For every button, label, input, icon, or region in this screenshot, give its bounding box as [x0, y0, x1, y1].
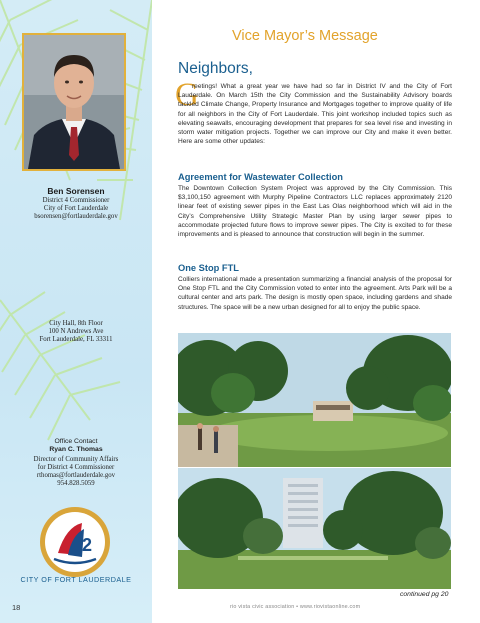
- address-line-3: Fort Lauderdale, FL 33311: [39, 336, 113, 343]
- section-body-one-stop-ftl: Colliers international made a presentation summarizing a financial analysis of the proposal for One Stop FTL and the City Commission voted to enter into the agreement. Arts Park will be a cultural center and arts park. The design is mostly open space, including gardens and shade structures. The space will be a new urban designed for all to enjoy the public space.: [178, 276, 452, 311]
- commissioner-name: Ben Sorensen: [47, 186, 105, 196]
- section-body-wastewater: The Downtown Collection System Project was approved by the City Commission. This $3,100,150 agreement with Murphy Pipeline Contractors LLC replaces approximately 2120 linear feet of existing sewer pipes in the East Las Olas neighborhood which will aid in the City’s Comprehensive Utility Strategic Master Plan by using larger sewer pipes to accommodate projected future flows to improve sewer pipes. The City is excited to for these improvements and is pleased to announce that construction will begin in the summer.: [178, 185, 452, 239]
- drop-cap: G: [175, 77, 199, 113]
- sidebar: [0, 0, 152, 623]
- continued-note: continued pg 20: [400, 591, 449, 598]
- svg-text:2: 2: [82, 535, 93, 555]
- city-seal-icon: [38, 505, 112, 579]
- arts-park-rendering-2: [178, 468, 451, 589]
- office-contact-role-2: for District 4 Commissioner: [37, 464, 115, 471]
- commissioner-title: District 4 Commissioner: [42, 197, 110, 204]
- commissioner-email-link[interactable]: bsorensen@fortlauderdale.gov: [34, 213, 118, 220]
- park-rendering-image-icon: [178, 468, 451, 589]
- intro-paragraph: reetings! What a great year we have had so far in District IV and the City of Fort Lauderdale. On March 15th the City Commission and the Sustainability Advisory boards tackled Climate Change, Property Insurance and Mortgages together to improve quality of life for all neighbors in the City of Fort Lauderdale. This joint workshop included topics such as elevating seawalls, encouraging development that prepares for sea level rise and investing in storm water mitigation projects. Together we can improve our City and make it even better. Here are some other updates:: [178, 83, 452, 146]
- salutation: Neighbors,: [178, 60, 253, 77]
- section-heading-one-stop-ftl: One Stop FTL: [178, 263, 239, 273]
- page-title: Vice Mayor’s Message: [232, 28, 378, 44]
- page-number: 18: [12, 603, 21, 612]
- address-line-1: City Hall, 8th Floor: [49, 320, 103, 327]
- office-contact-phone: 954.828.5059: [57, 480, 95, 487]
- footer-text: rio vista civic association • www.riovistaonline.com: [230, 604, 361, 610]
- office-contact-role-1: Director of Community Affairs: [33, 456, 119, 463]
- section-heading-wastewater: Agreement for Wastewater Collection: [178, 172, 343, 182]
- office-contact-email-link[interactable]: rthomas@fortlauderdale.gov: [36, 472, 116, 479]
- city-seal-caption: CITY OF FORT LAUDERDALE: [20, 575, 132, 584]
- office-contact-label: Office Contact: [54, 438, 98, 445]
- commissioner-portrait: [22, 33, 126, 171]
- office-contact-name: Ryan C. Thomas: [49, 446, 103, 453]
- address-line-2: 100 N Andrews Ave: [48, 328, 104, 335]
- arts-park-rendering-1: [178, 333, 451, 467]
- commissioner-org: City of Fort Lauderdale: [43, 205, 109, 212]
- portrait-image-icon: [24, 35, 124, 169]
- park-rendering-image-icon: [178, 333, 451, 467]
